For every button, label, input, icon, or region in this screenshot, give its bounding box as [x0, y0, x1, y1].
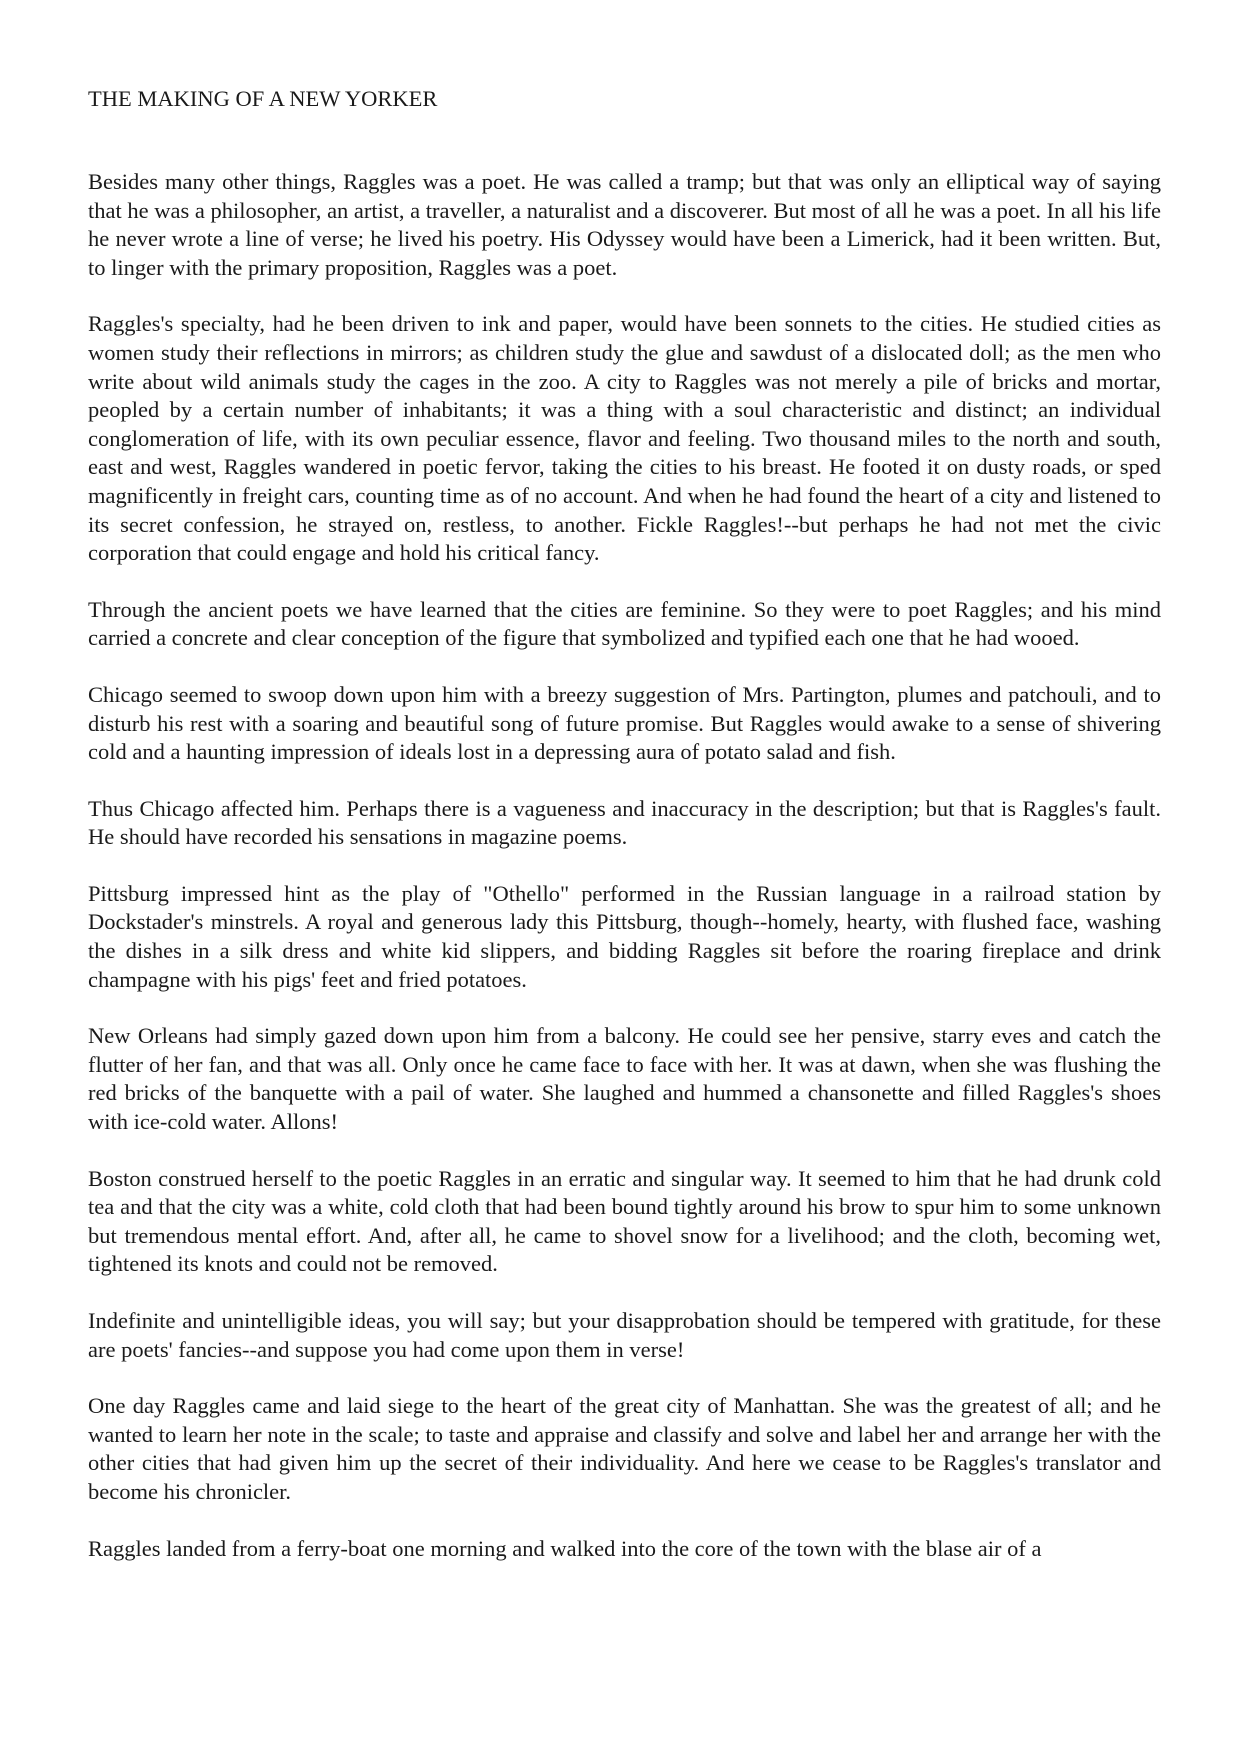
paragraph-10: One day Raggles came and laid siege to the heart of the great city of Manhattan. She was the greatest of all; and he wanted to learn her note in the scale; to taste and appraise and classify and solve and label her and arrange her with the other cities that had given him up the secret of their individuality. And here we cease to be Raggles's translator and become his chronicler.: [88, 1393, 1161, 1504]
paragraph-7: New Orleans had simply gazed down upon him from a balcony. He could see her pensive, starry eves and catch the flutter of her fan, and that was all. Only once he came face to face with her. It was at dawn, when she was flushing the red bricks of the banquette with a pail of water. She laughed and hummed a chansonette and filled Raggles's shoes with ice-cold water. Allons!: [88, 1023, 1161, 1135]
paragraph-5: Thus Chicago affected him. Perhaps there is a vagueness and inaccuracy in the description; but that is Raggles's fault. He should have recorded his sensations in magazine poems.: [88, 795, 1161, 850]
paragraph-4: Chicago seemed to swoop down upon him with a breezy suggestion of Mrs. Partington, plumes and patchouli, and to disturb his rest with a soaring and beautiful song of future promise. But Raggles would awake to a sense of shivering cold and a haunting impression of ideals lost in a depressing aura of potato salad and fish.: [88, 681, 1161, 765]
paragraph-3: Through the ancient poets we have learned that the cities are feminine. So they were to poet Raggles; and his mind carried a concrete and clear conception of the figure that symbolized and typified each one that he had wooed.: [88, 596, 1161, 651]
document-title: THE MAKING OF A NEW YORKER: [88, 86, 438, 111]
paragraph-9: Indefinite and unintelligible ideas, you will say; but your disapprobation should be tempered with gratitude, for these are poets' fancies--and suppose you had come upon them in verse!: [88, 1308, 1161, 1362]
paragraph-1: Besides many other things, Raggles was a poet. He was called a tramp; but that was only an elliptical way of saying that he was a philosopher, an artist, a traveller, a naturalist and a discoverer. But most of all he was a poet. In all his life he never wrote a line of verse; he lived his poetry. His Odyssey would have been a Limerick, had it been written. But, to linger with the primary proposition, Raggles was a poet.: [88, 169, 1161, 280]
paragraph-11: Raggles landed from a ferry-boat one morning and walked into the core of the town with the blase air of a: [88, 1535, 1042, 1561]
document-page: [88, 84, 1161, 1563]
paragraph-8: Boston construed herself to the poetic Raggles in an erratic and singular way. It seemed to him that he had drunk cold tea and that the city was a white, cold cloth that had been bound tightly around his brow to spur him to some unknown but tremendous mental effort. And, after all, he came to shovel snow for a livelihood; and the cloth, becoming wet, tightened its knots and could not be removed.: [88, 1165, 1161, 1277]
paragraph-6: Pittsburg impressed hint as the play of "Othello" performed in the Russian language in a railroad station by Dockstader's minstrels. A royal and generous lady this Pittsburg, though--homely, hearty, with flushed face, washing the dishes in a silk dress and white kid slippers, and bidding Raggles sit before the roaring fireplace and drink champagne with his pigs' feet and fried potatoes.: [88, 880, 1161, 992]
paragraph-2: Raggles's specialty, had he been driven to ink and paper, would have been sonnets to the cities. He studied cities as women study their reflections in mirrors; as children study the glue and sawdust of a dislocated doll; as the men who write about wild animals study the cages in the zoo. A city to Raggles was not merely a pile of bricks and mortar, peopled by a certain number of inhabitants; it was a thing with a soul characteristic and distinct; an individual conglomeration of life, with its own peculiar essence, flavor and feeling. Two thousand miles to the north and south, east and west, Raggles wandered in poetic fervor, taking the cities to his breast. He footed it on dusty roads, or sped magnificently in freight cars, counting time as of no account. And when he had found the heart of a city and listened to its secret confession, he strayed on, restless, to another. Fickle Raggles!--but perhaps he had not met the civic corporation that could engage and hold his critical fancy.: [88, 311, 1161, 566]
